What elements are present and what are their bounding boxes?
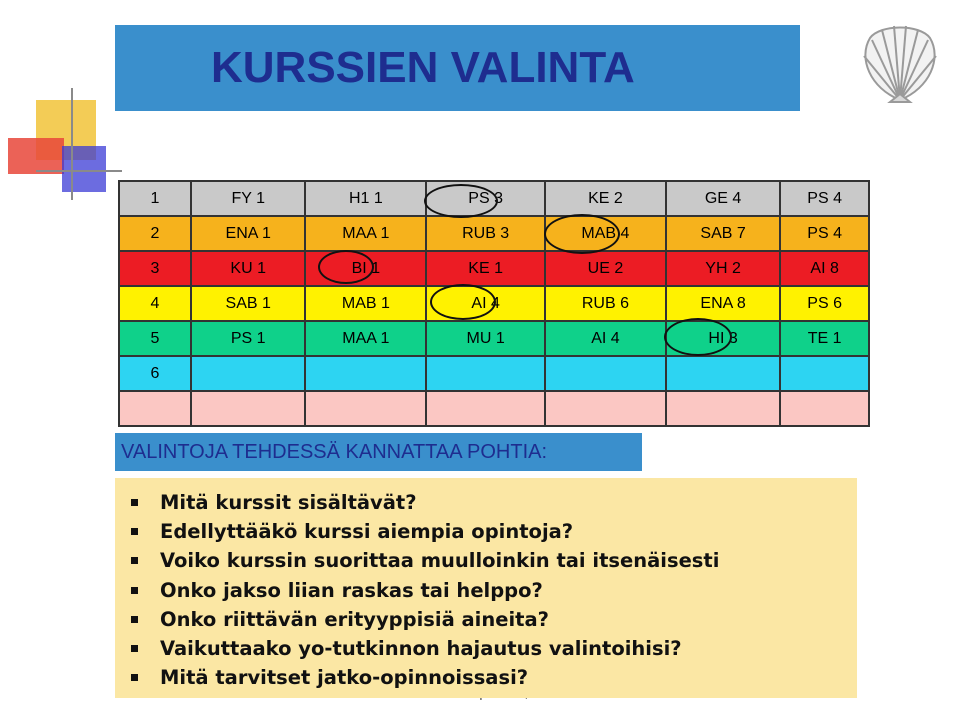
- list-item-text: Vaikuttaako yo-tutkinnon hajautus valintoihisi?: [160, 637, 682, 661]
- table-cell: [305, 391, 426, 426]
- table-cell: TE 1: [780, 321, 869, 356]
- table-cell: HI 3: [666, 321, 780, 356]
- list-item-text: Edellyttääkö kurssi aiempia opintoja?: [160, 520, 574, 544]
- table-cell: 2: [119, 216, 191, 251]
- table-cell: [426, 356, 545, 391]
- hint-text: VALINTOJA TEHDESSÄ KANNATTAA POHTIA:: [121, 440, 548, 463]
- square-bullet-icon: [131, 616, 138, 623]
- list-item-text: Mitä kurssit sisältävät?: [160, 491, 417, 515]
- list-item-text: Onko jakso liian raskas tai helppo?: [160, 578, 543, 602]
- decor-vertical-line: [71, 88, 73, 200]
- decor-red-block: [8, 138, 64, 174]
- table-cell: [780, 391, 869, 426]
- table-cell: PS 3: [426, 181, 545, 216]
- table-cell: MAB 1: [305, 286, 426, 321]
- table-cell: AI 4: [545, 321, 666, 356]
- table-cell: MU 1: [426, 321, 545, 356]
- table-row: [119, 216, 869, 251]
- table-row: [119, 321, 869, 356]
- table-cell: MAA 1: [305, 216, 426, 251]
- table-cell: ENA 8: [666, 286, 780, 321]
- list-item-text: Voiko kurssin suorittaa muulloinkin tai itsenäisesti: [160, 549, 720, 573]
- table-cell: [545, 391, 666, 426]
- table-cell: PS 6: [780, 286, 869, 321]
- list-item: [125, 488, 857, 517]
- table-cell: MAA 1: [305, 321, 426, 356]
- hint-bar: [115, 433, 642, 471]
- list-item: [125, 663, 857, 692]
- table-row: [119, 391, 869, 426]
- bullet-list: [115, 478, 857, 692]
- table-cell: 3: [119, 251, 191, 286]
- table-cell: 4: [119, 286, 191, 321]
- selection-circle: [544, 214, 620, 254]
- page-title: KURSSIEN VALINTA: [211, 43, 635, 92]
- table-cell: 5: [119, 321, 191, 356]
- table-cell: GE 4: [666, 181, 780, 216]
- table-cell: RUB 6: [545, 286, 666, 321]
- list-item-text: Mitä tarvitset jatko-opinnoissasi?: [160, 666, 529, 690]
- selection-circle: [318, 250, 374, 284]
- list-item: [125, 576, 857, 605]
- decor-blue-block: [62, 146, 106, 192]
- square-bullet-icon: [131, 587, 138, 594]
- table-cell: [191, 391, 305, 426]
- square-bullet-icon: [131, 499, 138, 506]
- table-cell: YH 2: [666, 251, 780, 286]
- table-cell: [545, 356, 666, 391]
- table-cell: [191, 356, 305, 391]
- table-cell: PS 4: [780, 216, 869, 251]
- selection-circle: [664, 318, 732, 356]
- table-row: [119, 251, 869, 286]
- table-cell: 6: [119, 356, 191, 391]
- square-bullet-icon: [131, 557, 138, 564]
- table-cell: AI 4: [426, 286, 545, 321]
- shell-icon: [850, 18, 950, 108]
- table-cell: UE 2: [545, 251, 666, 286]
- square-bullet-icon: [131, 528, 138, 535]
- decor-horizontal-line: [36, 170, 122, 172]
- table-cell: MAB 4: [545, 216, 666, 251]
- list-item: [125, 546, 857, 575]
- table-cell: KE 2: [545, 181, 666, 216]
- table-cell: [666, 391, 780, 426]
- table-cell: PS 4: [780, 181, 869, 216]
- bullet-list-box: [115, 478, 857, 698]
- table-cell: AI 8: [780, 251, 869, 286]
- table-cell: SAB 7: [666, 216, 780, 251]
- list-item: [125, 605, 857, 634]
- square-bullet-icon: [131, 674, 138, 681]
- list-item: [125, 634, 857, 663]
- selection-circle: [430, 284, 496, 320]
- list-item: [125, 517, 857, 546]
- title-bar: [115, 25, 800, 111]
- table-cell: H1 1: [305, 181, 426, 216]
- table-cell: ENA 1: [191, 216, 305, 251]
- table-cell: [666, 356, 780, 391]
- table-row: [119, 356, 869, 391]
- table-cell: KU 1: [191, 251, 305, 286]
- table-cell: 1: [119, 181, 191, 216]
- table-cell: RUB 3: [426, 216, 545, 251]
- table-cell: FY 1: [191, 181, 305, 216]
- table-cell: [780, 356, 869, 391]
- table-cell: SAB 1: [191, 286, 305, 321]
- table-cell: [305, 356, 426, 391]
- square-bullet-icon: [131, 645, 138, 652]
- table-cell: PS 1: [191, 321, 305, 356]
- table-cell: BI 1: [305, 251, 426, 286]
- list-item-text: Onko riittävän erityyppisiä aineita?: [160, 607, 549, 631]
- selection-circle: [424, 184, 498, 218]
- table-cell: [119, 391, 191, 426]
- table-cell: KE 1: [426, 251, 545, 286]
- table-cell: [426, 391, 545, 426]
